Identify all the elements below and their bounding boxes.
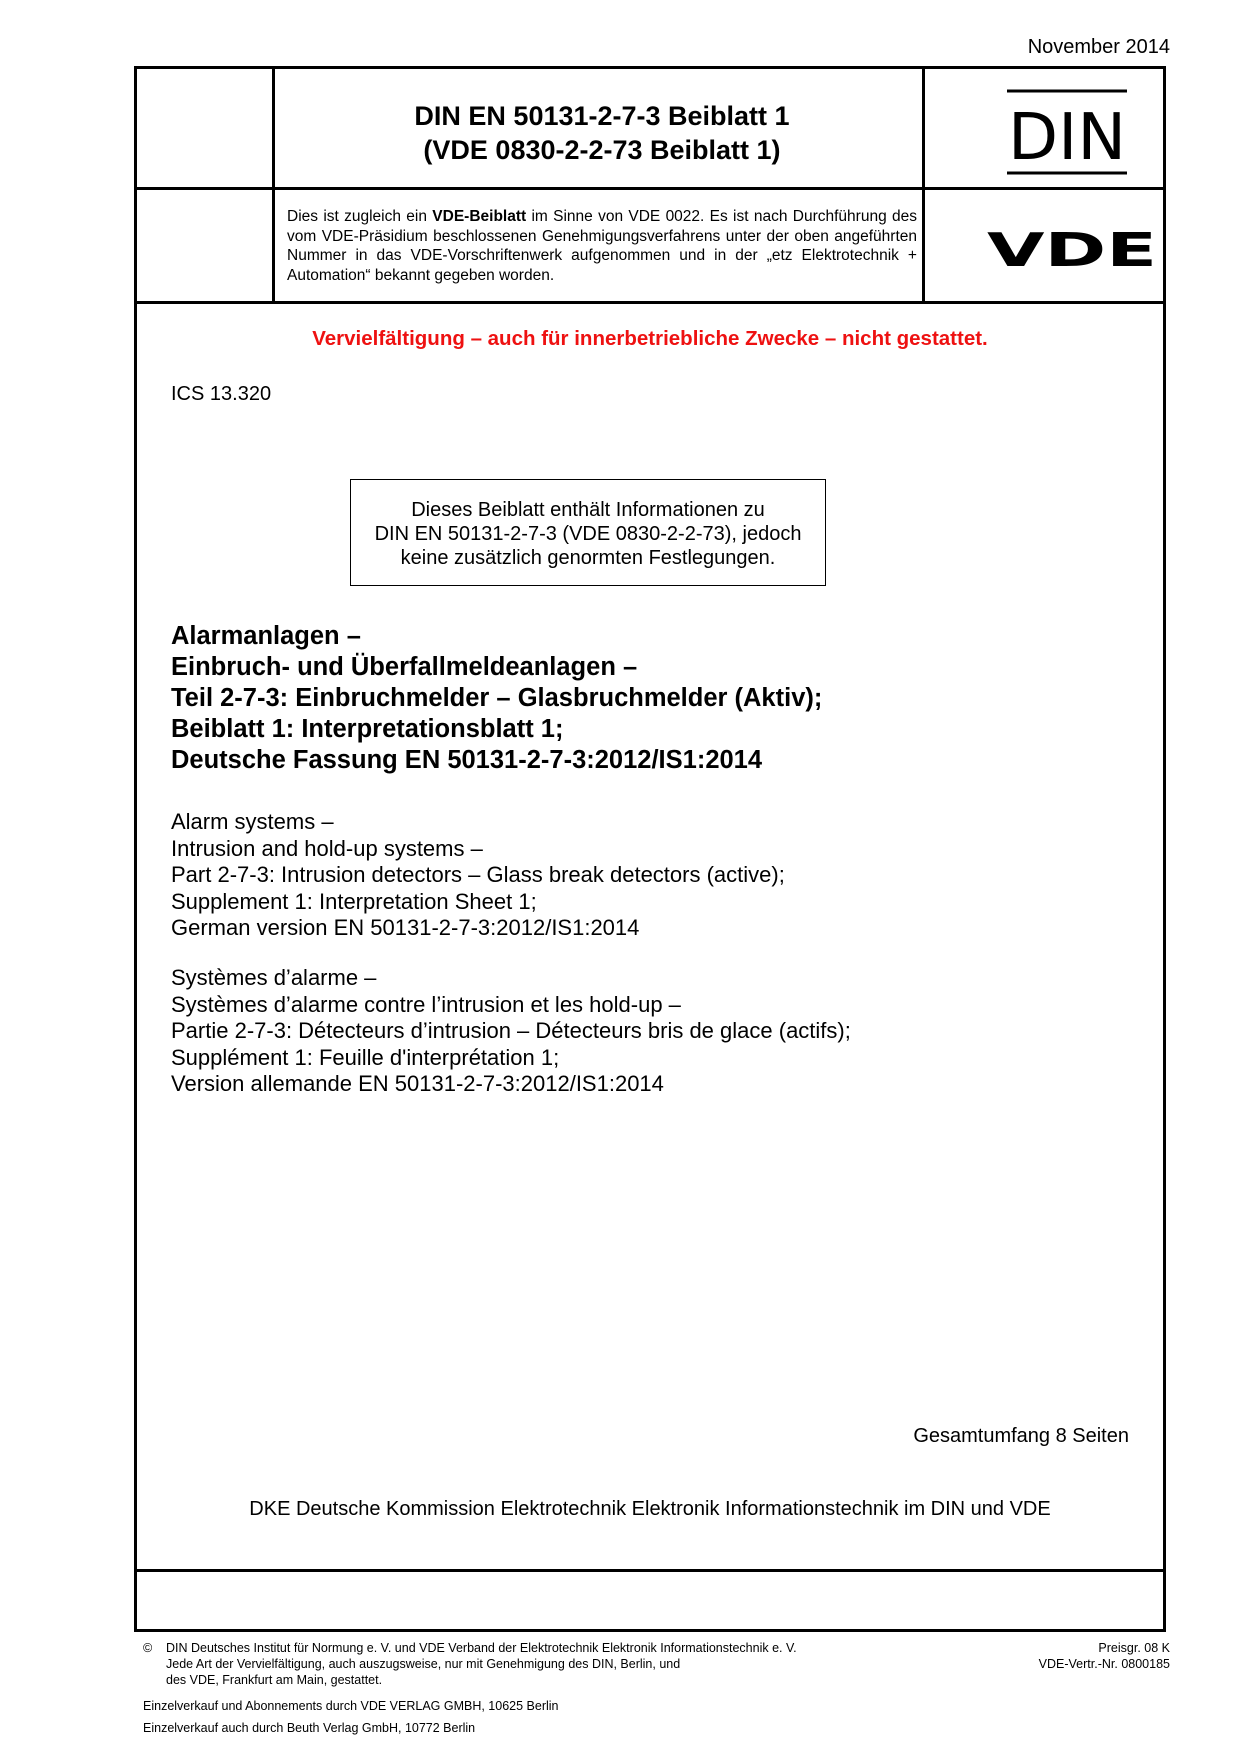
header-divider-1: [137, 187, 1163, 190]
reproduction-warning: Vervielfältigung – auch für innerbetriebliche Zwecke – nicht gestattet.: [312, 327, 988, 350]
din-logo: [997, 87, 1137, 177]
english-title: Alarm systems – Intrusion and hold-up systems – Part 2-7-3: Intrusion detectors – Glass break detectors (active); Supplement 1: Interpretation Sheet 1; German version EN 50131-2-7-3:2012/IS1:2014: [171, 809, 785, 940]
total-pages: Gesamtumfang 8 Seiten: [913, 1425, 1129, 1447]
vde-logo: [982, 224, 1162, 274]
document-number: DIN EN 50131-2-7-3 Beiblatt 1: [414, 101, 790, 131]
french-title: Systèmes d’alarme – Systèmes d’alarme contre l’intrusion et les hold-up – Partie 2-7-3: Détecteurs d’intrusion – Détecteurs bris de glace (actifs); Supplément 1: Feuille d'interprétation 1; Version allemande EN 50131-2-7-3:2012/IS1:2014: [171, 965, 851, 1096]
vde-beiblatt-term: VDE-Beiblatt: [432, 208, 527, 225]
committee-name: DKE Deutsche Kommission Elektrotechnik Elektronik Informationstechnik im DIN und VDE: [249, 1498, 1051, 1520]
vde-classification: (VDE 0830-2-2-73 Beiblatt 1): [423, 135, 781, 165]
vde-logo-text: VDE: [987, 224, 1157, 274]
german-title: Alarmanlagen – Einbruch- und Überfallmeldeanlagen – Teil 2-7-3: Einbruchmelder – Glasbruchmelder (Aktiv); Beiblatt 1: Interpretationsblatt 1; Deutsche Fassung EN 50131-2-7-3:2012/IS1:2014: [171, 622, 823, 774]
copyright-symbol: ©: [143, 1641, 153, 1655]
document-title: [277, 99, 927, 167]
ics-code: ICS 13.320: [171, 383, 272, 405]
vde-supplement-note: Dies ist zugleich ein VDE-Beiblatt im Sinne von VDE 0022. Es ist nach Durchführung des vom VDE-Präsidium beschlossenen Genehmigungsverfahrens unter der oben angeführten Nummer in das VDE-Vorschriftenwerk aufgenommen und in der „etz Elektrotechnik + Automation“ bekannt gegeben worden.: [287, 208, 917, 284]
supplement-info-box: Dieses Beiblatt enthält Informationen zu DIN EN 50131-2-7-3 (VDE 0830-2-2-73), jedoch keine zusätzlich genormten Festlegungen.: [350, 479, 826, 586]
vde-distribution-number: VDE-Vertr.-Nr. 0800185: [1038, 1657, 1170, 1671]
publication-date: November 2014: [1027, 36, 1170, 58]
cover-frame: [134, 66, 1166, 1632]
sales-vde-verlag: Einzelverkauf und Abonnements durch VDE VERLAG GMBH, 10625 Berlin: [143, 1699, 559, 1713]
price-group: Preisgr. 08 K: [1098, 1641, 1170, 1655]
header-column-left: [272, 69, 275, 301]
sales-beuth-verlag: Einzelverkauf auch durch Beuth Verlag GmbH, 10772 Berlin: [143, 1721, 476, 1735]
header-divider-2: [137, 301, 1163, 304]
copyright-notice: DIN Deutsches Institut für Normung e. V. und VDE Verband der Elektrotechnik Elektronik Informationstechnik e. V. Jede Art der Vervielfältigung, auch auszugsweise, nur mit Genehmigung des DIN, Berlin, und des VDE, Frankfurt am Main, gestattet.: [166, 1641, 797, 1687]
din-logo-text: DIN: [1008, 101, 1126, 175]
price-info: [1039, 1640, 1170, 1672]
footer-divider: [137, 1569, 1163, 1572]
